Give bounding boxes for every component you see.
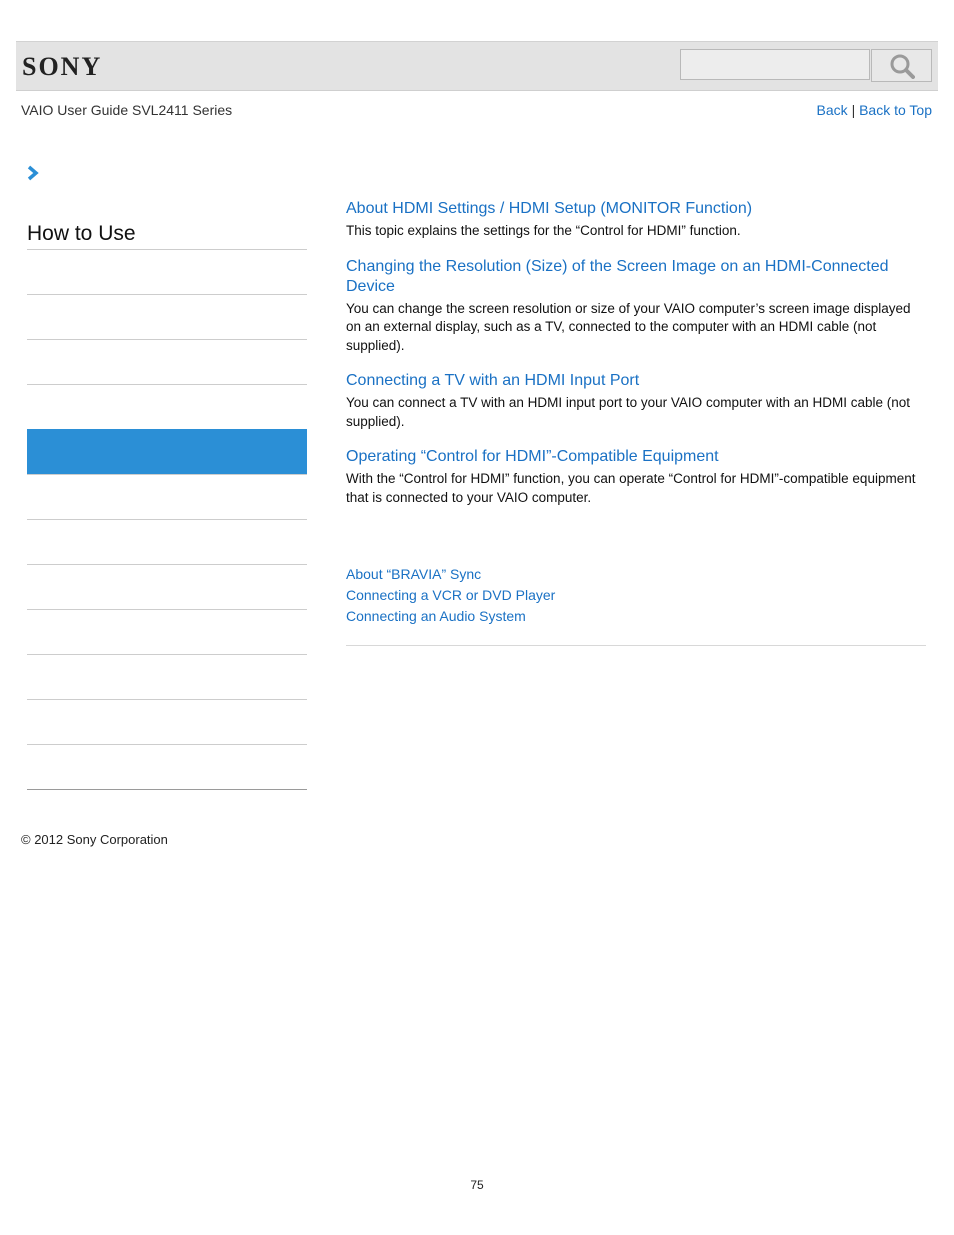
top-navigation [817, 102, 932, 118]
topic-description: You can connect a TV with an HDMI input port to your VAIO computer with an HDMI cable (not supplied). [346, 395, 911, 429]
sidebar-nav [27, 249, 307, 790]
topic-description: This topic explains the settings for the “Control for HDMI” function. [346, 223, 741, 238]
related-link[interactable]: Connecting a VCR or DVD Player [346, 587, 556, 603]
sidebar-divider [27, 789, 307, 790]
sidebar-item[interactable] [27, 699, 307, 744]
sidebar-item[interactable] [27, 294, 307, 339]
page-number: 75 [470, 1178, 484, 1192]
content-divider [346, 645, 926, 646]
sidebar-item[interactable] [27, 384, 307, 429]
sidebar-heading: How to Use [27, 222, 136, 245]
topic-list [346, 199, 926, 523]
sidebar-item[interactable] [27, 609, 307, 654]
sidebar-item-active[interactable] [27, 429, 307, 474]
topic-item [346, 257, 926, 356]
topic-item [346, 199, 926, 241]
sidebar-item[interactable] [27, 339, 307, 384]
topic-description: With the “Control for HDMI” function, you can operate “Control for HDMI”-compatible equipment that is connected to your VAIO computer. [346, 471, 916, 505]
topic-item [346, 447, 926, 507]
related-link[interactable]: About “BRAVIA” Sync [346, 566, 482, 582]
related-topics [346, 564, 555, 627]
copyright: © 2012 Sony Corporation [21, 832, 168, 847]
topic-link[interactable]: Changing the Resolution (Size) of the Screen Image on an HDMI-Connected Device [346, 257, 889, 295]
sony-logo[interactable]: SONY [22, 52, 103, 81]
topic-link[interactable]: Operating “Control for HDMI”-Compatible Equipment [346, 448, 719, 465]
sidebar-item[interactable] [27, 474, 307, 519]
topic-link[interactable]: Connecting a TV with an HDMI Input Port [346, 372, 640, 389]
sidebar-item[interactable] [27, 654, 307, 699]
back-to-top-link[interactable]: Back to Top [859, 102, 932, 118]
topic-description: You can change the screen resolution or size of your VAIO computer’s screen image displayed on an external display, such as a TV, connected to the computer with an HDMI cable (not supplied). [346, 300, 911, 353]
topic-item [346, 371, 926, 431]
sidebar-item[interactable] [27, 519, 307, 564]
search-icon [889, 53, 915, 79]
search-button[interactable] [871, 49, 932, 82]
sidebar-item[interactable] [27, 564, 307, 609]
chevron-right-icon[interactable] [26, 165, 40, 181]
related-link[interactable]: Connecting an Audio System [346, 608, 526, 624]
search-input[interactable] [680, 49, 870, 80]
sidebar-item[interactable] [27, 744, 307, 789]
nav-separator: | [851, 102, 856, 118]
guide-title: VAIO User Guide SVL2411 Series [21, 102, 233, 118]
back-link[interactable]: Back [816, 102, 848, 118]
topic-link[interactable]: About HDMI Settings / HDMI Setup (MONITOR Function) [346, 200, 753, 217]
header-bar [16, 41, 938, 91]
sidebar-item[interactable] [27, 249, 307, 294]
